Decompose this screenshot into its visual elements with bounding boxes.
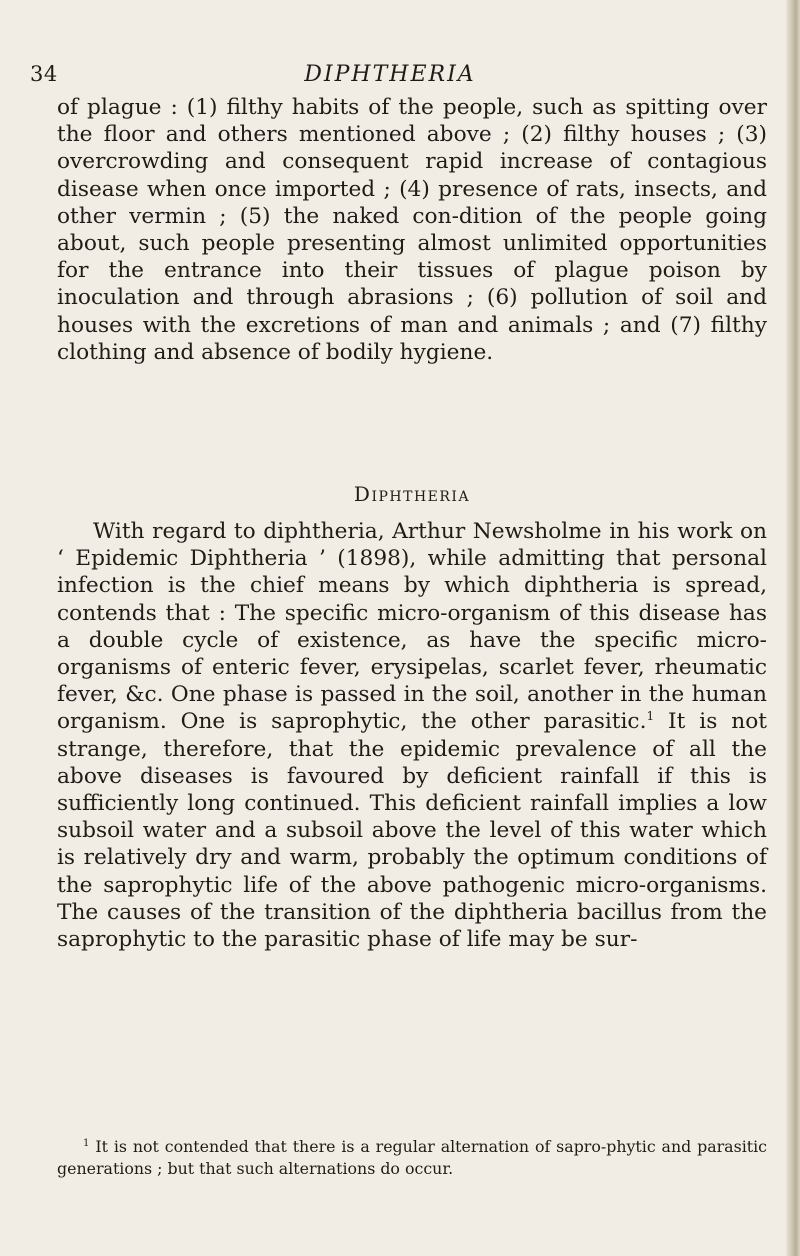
- footnote-text: It is not contended that there is a regular alternation of sapro-phytic and parasitic generations ; but that such alternations do occur.: [57, 1137, 767, 1178]
- paragraph-diphtheria: [57, 518, 767, 953]
- footnote: [57, 1136, 767, 1180]
- page-number: 34: [30, 62, 58, 86]
- paragraph-plague-causes: of plague : (1) filthy habits of the people, such as spitting over the floor and others mentioned above ; (2) filthy houses ; (3) overcrowding and consequent rapid increase of contagious disease when once imported ; (4) presence of rats, insects, and other vermin ; (5) the naked con-dition of the people going about, such people presenting almost unlimited opportunities for the entrance into their tissues of plague poison by inoculation and through abrasions ; (6) pollution of soil and houses with the excretions of man and animals ; and (7) filthy clothing and absence of bodily hygiene.: [57, 95, 767, 365]
- section-heading-diphtheria: Diphtheria: [353, 482, 471, 506]
- page-header: [30, 62, 750, 90]
- page-edge-shadow: [786, 0, 800, 1256]
- footnote-reference[interactable]: 1: [646, 709, 655, 724]
- footnote-marker: 1: [83, 1137, 90, 1149]
- running-head: DIPHTHERIA: [304, 62, 476, 87]
- paragraph-diphtheria-text-2: It is not strange, therefore, that the epidemic prevalence of all the above diseases is favoured by deficient rainfall if this is sufficiently long continued. This deficient rainfall implies a low subsoil water and a subsoil above the level of this water which is relatively dry and warm, probably the optimum conditions of the saprophytic life of the above pathogenic micro-organisms. The causes of the transition of the diphtheria bacillus from the saprophytic to the parasitic phase of life may be sur-: [57, 709, 767, 953]
- paragraph-diphtheria-text-1: With regard to diphtheria, Arthur Newsholme in his work on ‘ Epidemic Diphtheria ’ (1898), while admitting that personal infection is the chief means by which diphtheria is spread, contends that : The specific micro-organism of this disease has a double cycle of existence, as have the specific micro-organisms of enteric fever, erysipelas, scarlet fever, rheumatic fever, &c. One phase is passed in the soil, another in the human organism. One is saprophytic, the other parasitic.: [57, 519, 767, 735]
